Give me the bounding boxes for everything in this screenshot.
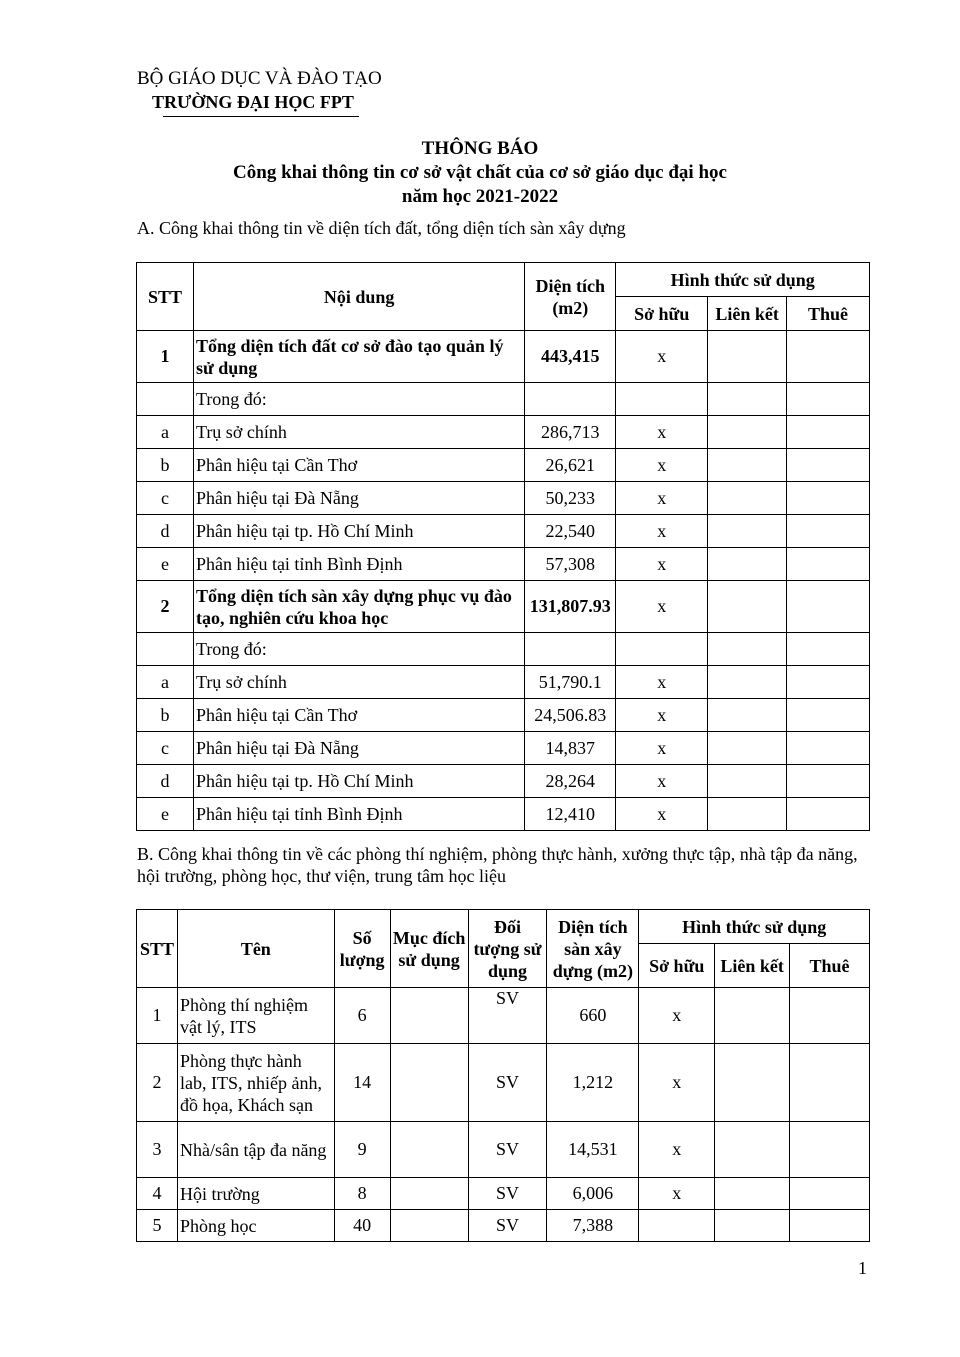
row-area: 14,531 [547, 1122, 639, 1178]
row-target: SV [468, 988, 547, 1044]
row-rent [787, 765, 870, 798]
col-own: Sở hữu [616, 297, 708, 331]
col-name: Tên [177, 910, 334, 988]
row-stt: b [137, 449, 194, 482]
page-number: 1 [858, 1258, 867, 1278]
row-own: x [616, 581, 708, 633]
row-link [708, 416, 787, 449]
row-own: x [639, 1044, 715, 1122]
table-row [137, 416, 870, 449]
table-row [137, 699, 870, 732]
row-content: Phân hiệu tại Cần Thơ [193, 699, 524, 732]
table-row [137, 331, 870, 383]
row-link [715, 1122, 790, 1178]
row-rent [790, 1122, 870, 1178]
table-row [137, 548, 870, 581]
col-target: Đối tượng sử dụng [468, 910, 547, 988]
row-link [708, 765, 787, 798]
col-rent: Thuê [787, 297, 870, 331]
university-name: TRƯỜNG ĐẠI HỌC FPT [152, 92, 354, 112]
row-rent [790, 1044, 870, 1122]
table-row [137, 1210, 870, 1242]
row-stt: d [137, 765, 194, 798]
row-area: 28,264 [525, 765, 616, 798]
row-link [715, 1210, 790, 1242]
table-row [137, 515, 870, 548]
row-link [708, 482, 787, 515]
col-usage: Hình thức sử dụng [639, 910, 870, 944]
col-quantity: Số lượng [334, 910, 390, 988]
row-area: 1,212 [547, 1044, 639, 1122]
row-stt: 1 [137, 331, 194, 383]
col-link: Liên kết [708, 297, 787, 331]
row-area: 24,506.83 [525, 699, 616, 732]
row-own: x [616, 331, 708, 383]
row-area: 660 [547, 988, 639, 1044]
notice-year: năm học 2021-2022 [401, 186, 559, 207]
row-own [616, 383, 708, 416]
row-rent [787, 666, 870, 699]
col-content: Nội dung [193, 263, 524, 331]
row-content: Phân hiệu tại tp. Hồ Chí Minh [193, 515, 524, 548]
col-stt: STT [137, 263, 194, 331]
row-quantity: 14 [334, 1044, 390, 1122]
row-purpose [390, 1210, 468, 1242]
row-stt [137, 633, 194, 666]
row-rent [787, 331, 870, 383]
row-stt: b [137, 699, 194, 732]
row-rent [787, 732, 870, 765]
row-quantity: 8 [334, 1178, 390, 1210]
row-content: Trong đó: [193, 383, 524, 416]
col-area: Diện tích (m2) [525, 263, 616, 331]
row-area: 22,540 [525, 515, 616, 548]
row-link [708, 732, 787, 765]
row-own: x [616, 732, 708, 765]
row-link [708, 798, 787, 831]
row-content: Trong đó: [193, 633, 524, 666]
table-row [137, 482, 870, 515]
row-own [639, 1210, 715, 1242]
section-a-heading: A. Công khai thông tin về diện tích đất, tổng diện tích sàn xây dựng [137, 218, 626, 238]
row-name: Hội trường [177, 1178, 334, 1210]
row-link [708, 666, 787, 699]
row-link [708, 383, 787, 416]
row-area: 57,308 [525, 548, 616, 581]
row-own: x [616, 666, 708, 699]
ministry-name: BỘ GIÁO DỤC VÀ ĐÀO TẠO [137, 68, 382, 89]
table-row [137, 449, 870, 482]
row-purpose [390, 1122, 468, 1178]
row-rent [787, 581, 870, 633]
row-target: SV [468, 1044, 547, 1122]
row-area: 12,410 [525, 798, 616, 831]
row-area: 443,415 [525, 331, 616, 383]
row-own: x [639, 1122, 715, 1178]
row-area: 131,807.93 [525, 581, 616, 633]
row-quantity: 40 [334, 1210, 390, 1242]
notice-subtitle: Công khai thông tin cơ sở vật chất của cơ sở giáo dục đại học [233, 162, 727, 183]
row-stt: c [137, 732, 194, 765]
row-content: Phân hiệu tại Đà Nẵng [193, 732, 524, 765]
row-area [525, 633, 616, 666]
row-rent [787, 449, 870, 482]
row-area: 51,790.1 [525, 666, 616, 699]
row-purpose [390, 1178, 468, 1210]
row-target: SV [468, 1210, 547, 1242]
table-row [137, 666, 870, 699]
row-rent [787, 482, 870, 515]
row-own: x [616, 765, 708, 798]
row-content: Phân hiệu tại tỉnh Bình Định [193, 798, 524, 831]
row-link [708, 548, 787, 581]
row-stt: c [137, 482, 194, 515]
row-rent [790, 1210, 870, 1242]
row-stt: a [137, 416, 194, 449]
row-rent [787, 699, 870, 732]
row-target: SV [468, 1178, 547, 1210]
row-quantity: 6 [334, 988, 390, 1044]
row-target: SV [468, 1122, 547, 1178]
row-link [708, 515, 787, 548]
table-row [137, 383, 870, 416]
row-stt: 2 [137, 581, 194, 633]
table-row [137, 1122, 870, 1178]
col-link: Liên kết [715, 944, 790, 988]
row-name: Nhà/sân tập đa năng [177, 1122, 334, 1178]
row-stt: 2 [137, 1044, 178, 1122]
row-rent [787, 548, 870, 581]
row-content: Phân hiệu tại Cần Thơ [193, 449, 524, 482]
row-own: x [639, 988, 715, 1044]
row-own: x [616, 449, 708, 482]
row-stt: e [137, 798, 194, 831]
row-content: Phân hiệu tại tp. Hồ Chí Minh [193, 765, 524, 798]
row-content: Tổng diện tích đất cơ sở đào tạo quản lý sử dụng [193, 331, 524, 383]
row-area: 7,388 [547, 1210, 639, 1242]
col-usage: Hình thức sử dụng [616, 263, 870, 297]
row-link [715, 1178, 790, 1210]
row-stt: 4 [137, 1178, 178, 1210]
table-row [137, 765, 870, 798]
row-own: x [616, 798, 708, 831]
row-own: x [616, 416, 708, 449]
row-stt: 1 [137, 988, 178, 1044]
row-rent [787, 383, 870, 416]
row-link [715, 988, 790, 1044]
row-own: x [616, 699, 708, 732]
row-rent [787, 633, 870, 666]
row-area [525, 383, 616, 416]
col-rent: Thuê [790, 944, 870, 988]
row-link [708, 331, 787, 383]
row-stt: 3 [137, 1122, 178, 1178]
row-link [708, 449, 787, 482]
row-stt: a [137, 666, 194, 699]
row-rent [790, 1178, 870, 1210]
row-name: Phòng thực hành lab, ITS, nhiếp ảnh, đồ họa, Khách sạn [177, 1044, 334, 1122]
row-rent [790, 988, 870, 1044]
row-name: Phòng học [177, 1210, 334, 1242]
row-stt: 5 [137, 1210, 178, 1242]
row-content: Trụ sở chính [193, 666, 524, 699]
col-purpose: Mục đích sử dụng [390, 910, 468, 988]
row-purpose [390, 1044, 468, 1122]
table-row [137, 988, 870, 1044]
row-own [616, 633, 708, 666]
row-area: 14,837 [525, 732, 616, 765]
row-area: 286,713 [525, 416, 616, 449]
table-row [137, 633, 870, 666]
row-content: Phân hiệu tại Đà Nẵng [193, 482, 524, 515]
land-area-table [136, 262, 870, 831]
section-b-heading: B. Công khai thông tin về các phòng thí nghiệm, phòng thực hành, xưởng thực tập, nhà tập đa năng, hội trường, phòng học, thư viện, trung tâm học liệu [137, 844, 858, 886]
row-link [708, 633, 787, 666]
header-underline [163, 116, 359, 117]
row-stt [137, 383, 194, 416]
notice-title: THÔNG BÁO [421, 138, 539, 159]
row-own: x [616, 548, 708, 581]
row-own: x [616, 482, 708, 515]
table-row [137, 798, 870, 831]
row-own: x [616, 515, 708, 548]
row-name: Phòng thí nghiệm vật lý, ITS [177, 988, 334, 1044]
row-stt: e [137, 548, 194, 581]
table-row [137, 1044, 870, 1122]
row-link [708, 581, 787, 633]
table-row [137, 732, 870, 765]
row-area: 26,621 [525, 449, 616, 482]
col-own: Sở hữu [639, 944, 715, 988]
row-quantity: 9 [334, 1122, 390, 1178]
row-rent [787, 515, 870, 548]
row-link [708, 699, 787, 732]
col-area: Diện tích sàn xây dựng (m2) [547, 910, 639, 988]
row-content: Trụ sở chính [193, 416, 524, 449]
row-link [715, 1044, 790, 1122]
row-content: Phân hiệu tại tỉnh Bình Định [193, 548, 524, 581]
row-area: 50,233 [525, 482, 616, 515]
row-rent [787, 416, 870, 449]
row-content: Tổng diện tích sàn xây dựng phục vụ đào tạo, nghiên cứu khoa học [193, 581, 524, 633]
col-stt: STT [137, 910, 178, 988]
row-stt: d [137, 515, 194, 548]
row-own: x [639, 1178, 715, 1210]
row-area: 6,006 [547, 1178, 639, 1210]
facilities-table [136, 909, 870, 1242]
row-rent [787, 798, 870, 831]
row-purpose [390, 988, 468, 1044]
table-row [137, 581, 870, 633]
table-row [137, 1178, 870, 1210]
